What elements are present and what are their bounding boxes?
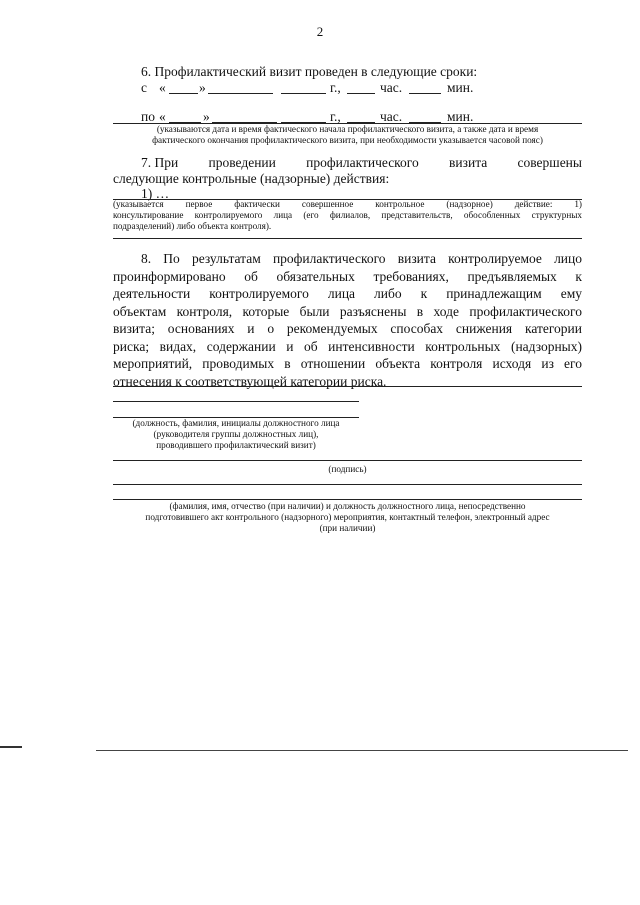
section8-line-4: объектам контроля, которые были разъяснены в ходе профилактического <box>113 303 582 319</box>
end-close-quote: » <box>203 109 210 124</box>
section6-title: 6. Профилактический визит проведен в следующие сроки: <box>141 64 478 79</box>
start-prefix: с <box>141 80 147 95</box>
start-hours-label: час. <box>380 80 403 95</box>
section7-note-line1: (указывается первое фактически совершенное контрольное (надзорное) действие: 1) <box>113 199 582 209</box>
section7-item-1: 1) … <box>141 186 170 201</box>
end-open-quote: « <box>159 109 166 124</box>
page-number: 2 <box>316 24 324 39</box>
section7-word-1: 7. При <box>141 155 179 170</box>
preparer-line-2 <box>113 499 582 500</box>
official-caption-line3: проводившего профилактический визит) <box>156 440 316 450</box>
section8-line-1: 8. По результатам профилактического визита контролируемое лицо <box>141 251 582 266</box>
signature-line-2 <box>113 401 359 402</box>
signature-caption: (подпись) <box>328 464 367 474</box>
section7-word-4: визита <box>449 155 488 170</box>
start-open-quote: « <box>159 80 166 95</box>
section8-line-5: визита; основаниях и о рекомендуемых способах снижения категории <box>113 321 582 336</box>
start-minutes-label: мин. <box>447 80 474 95</box>
section7-note-line3: подразделений) либо объекта контроля). <box>113 221 272 231</box>
end-minutes-label: мин. <box>447 109 474 124</box>
scan-bottom-line <box>96 750 628 751</box>
section7-word-5: совершены <box>517 155 582 170</box>
start-year-blank <box>281 93 326 94</box>
section7-title-line1 <box>141 154 582 171</box>
start-day-blank <box>169 93 198 94</box>
end-prefix: по <box>141 109 155 124</box>
signature-line-4 <box>113 460 582 461</box>
section8-paragraph <box>113 250 582 390</box>
section8-line-7: мероприятий, проводимых в отношении объекта контроля исходя из его <box>113 356 582 371</box>
official-caption-line2: (руководителя группы должностных лиц), <box>153 429 319 439</box>
section6-note-line1: (указываются дата и время фактического начала профилактического визита, а также дата и время <box>156 124 539 134</box>
start-hours-blank <box>347 93 375 94</box>
section8-line-8: отнесения к соответствующей категории риска. <box>113 373 387 389</box>
section8-line-3: деятельности контролируемого лица либо к принадлежащим ему <box>113 286 582 301</box>
end-year-label: г., <box>330 109 341 124</box>
preparer-line-1 <box>113 484 582 485</box>
end-hours-label: час. <box>380 109 403 124</box>
section7-separator-line <box>113 238 582 239</box>
section8-line-2: проинформировано об обязательных требованиях, предъявляемых к <box>113 268 582 284</box>
signature-line-1 <box>113 386 582 387</box>
section6-note-line2: фактического окончания профилактического визита, при необходимости указывается часовой пояс) <box>152 135 543 145</box>
start-year-label: г., <box>330 80 341 95</box>
start-close-quote: » <box>199 80 206 95</box>
section7-word-2: проведении <box>208 155 276 170</box>
preparer-caption-line2: подготовившего акт контрольного (надзорного) мероприятия, контактный телефон, электронный адрес <box>145 512 550 522</box>
section7-note-line2: консультирование контролируемого лица (его филиалов, представительств, обособленных структурных <box>113 210 582 220</box>
official-caption-line1: (должность, фамилия, инициалы должностного лица <box>132 418 340 428</box>
start-minutes-blank <box>409 93 441 94</box>
start-month-blank <box>208 93 273 94</box>
section7-title-line2: следующие контрольные (надзорные) действия: <box>113 171 390 186</box>
preparer-caption-line3: (при наличии) <box>319 523 376 533</box>
scan-edge-mark <box>0 746 22 748</box>
section7-word-3: профилактического <box>306 155 419 170</box>
section8-line-6: риска; видах, содержании и об интенсивности контрольных (надзорных) <box>113 338 582 354</box>
preparer-caption-line1: (фамилия, имя, отчество (при наличии) и должность должностного лица, непосредственно <box>169 501 526 511</box>
